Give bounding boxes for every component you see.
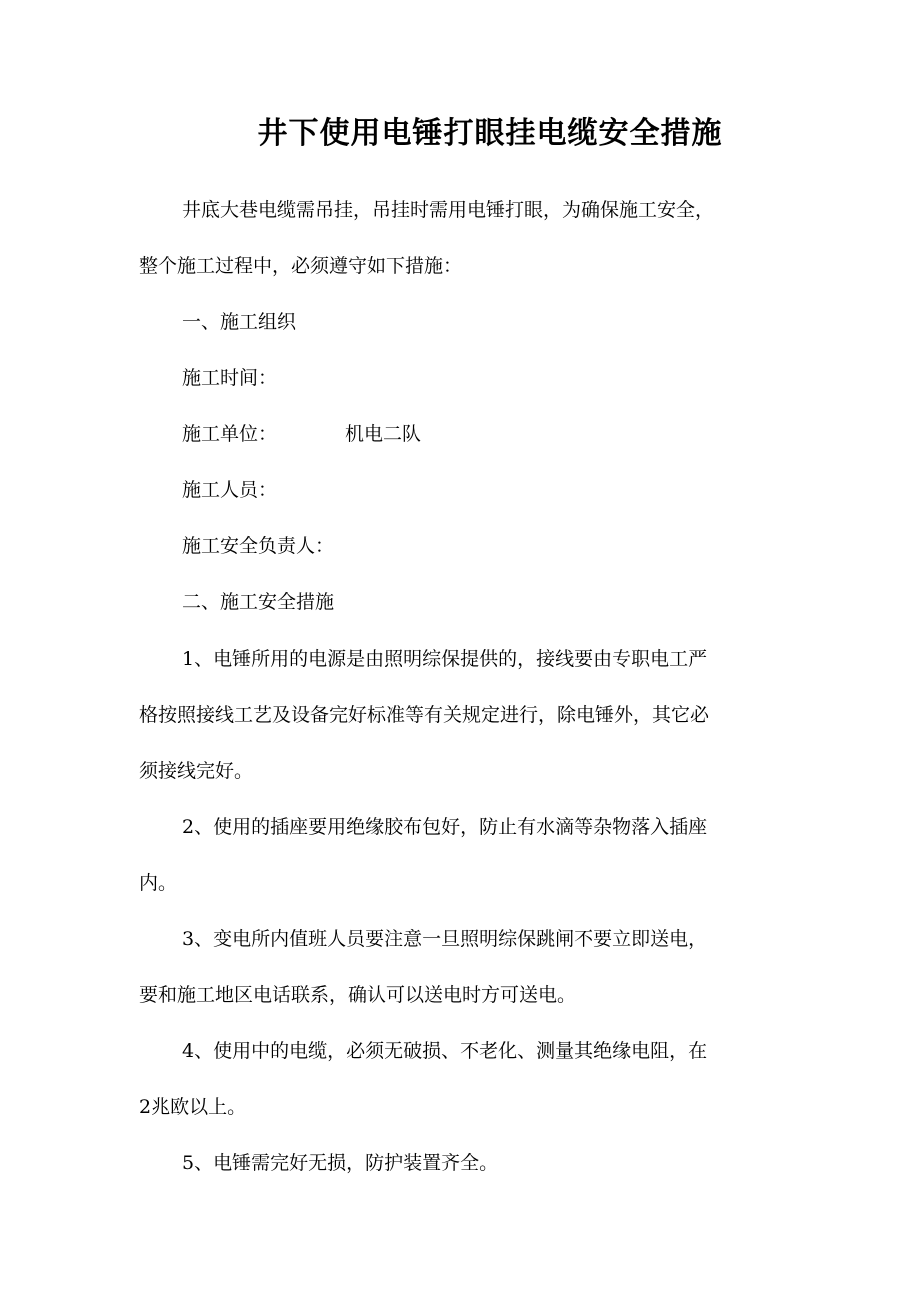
item-1-line-2: 格按照接线工艺及设备完好标准等有关规定进行，除电锤外，其它必 bbox=[139, 704, 710, 726]
field-unit-value: 机电二队 bbox=[345, 423, 422, 445]
field-safety-lead-label: 施工安全负责人： bbox=[182, 535, 335, 557]
intro-line-2: 整个施工过程中，必须遵守如下措施： bbox=[139, 255, 463, 277]
item-3-line-2: 要和施工地区电话联系，确认可以送电时方可送电。 bbox=[139, 984, 577, 1006]
field-personnel-label: 施工人员： bbox=[182, 479, 278, 501]
field-time-label: 施工时间： bbox=[182, 367, 278, 389]
item-4-line-2: 2兆欧以上。 bbox=[139, 1096, 247, 1118]
item-1-line-3: 须接线完好。 bbox=[139, 760, 254, 782]
intro-line-1: 井底大巷电缆需吊挂，吊挂时需用电锤打眼，为确保施工安全， bbox=[182, 199, 715, 221]
item-5-line-1: 5、电锤需完好无损，防护装置齐全。 bbox=[182, 1152, 499, 1174]
item-3-line-1: 3、变电所内值班人员要注意一旦照明综保跳闸不要立即送电， bbox=[182, 928, 708, 950]
item-4-line-1: 4、使用中的电缆，必须无破损、不老化、测量其绝缘电阻，在 bbox=[182, 1040, 708, 1062]
field-unit-label: 施工单位： bbox=[182, 423, 278, 445]
document-title: 井下使用电锤打眼挂电缆安全措施 bbox=[257, 116, 723, 151]
item-2-line-1: 2、使用的插座要用绝缘胶布包好，防止有水滴等杂物落入插座 bbox=[182, 816, 708, 838]
item-2-line-2: 内。 bbox=[139, 872, 178, 894]
item-1-line-1: 1、电锤所用的电源是由照明综保提供的，接线要由专职电工严 bbox=[182, 648, 708, 670]
section-2-heading: 二、施工安全措施 bbox=[182, 591, 335, 613]
section-1-heading: 一、施工组织 bbox=[182, 311, 297, 333]
